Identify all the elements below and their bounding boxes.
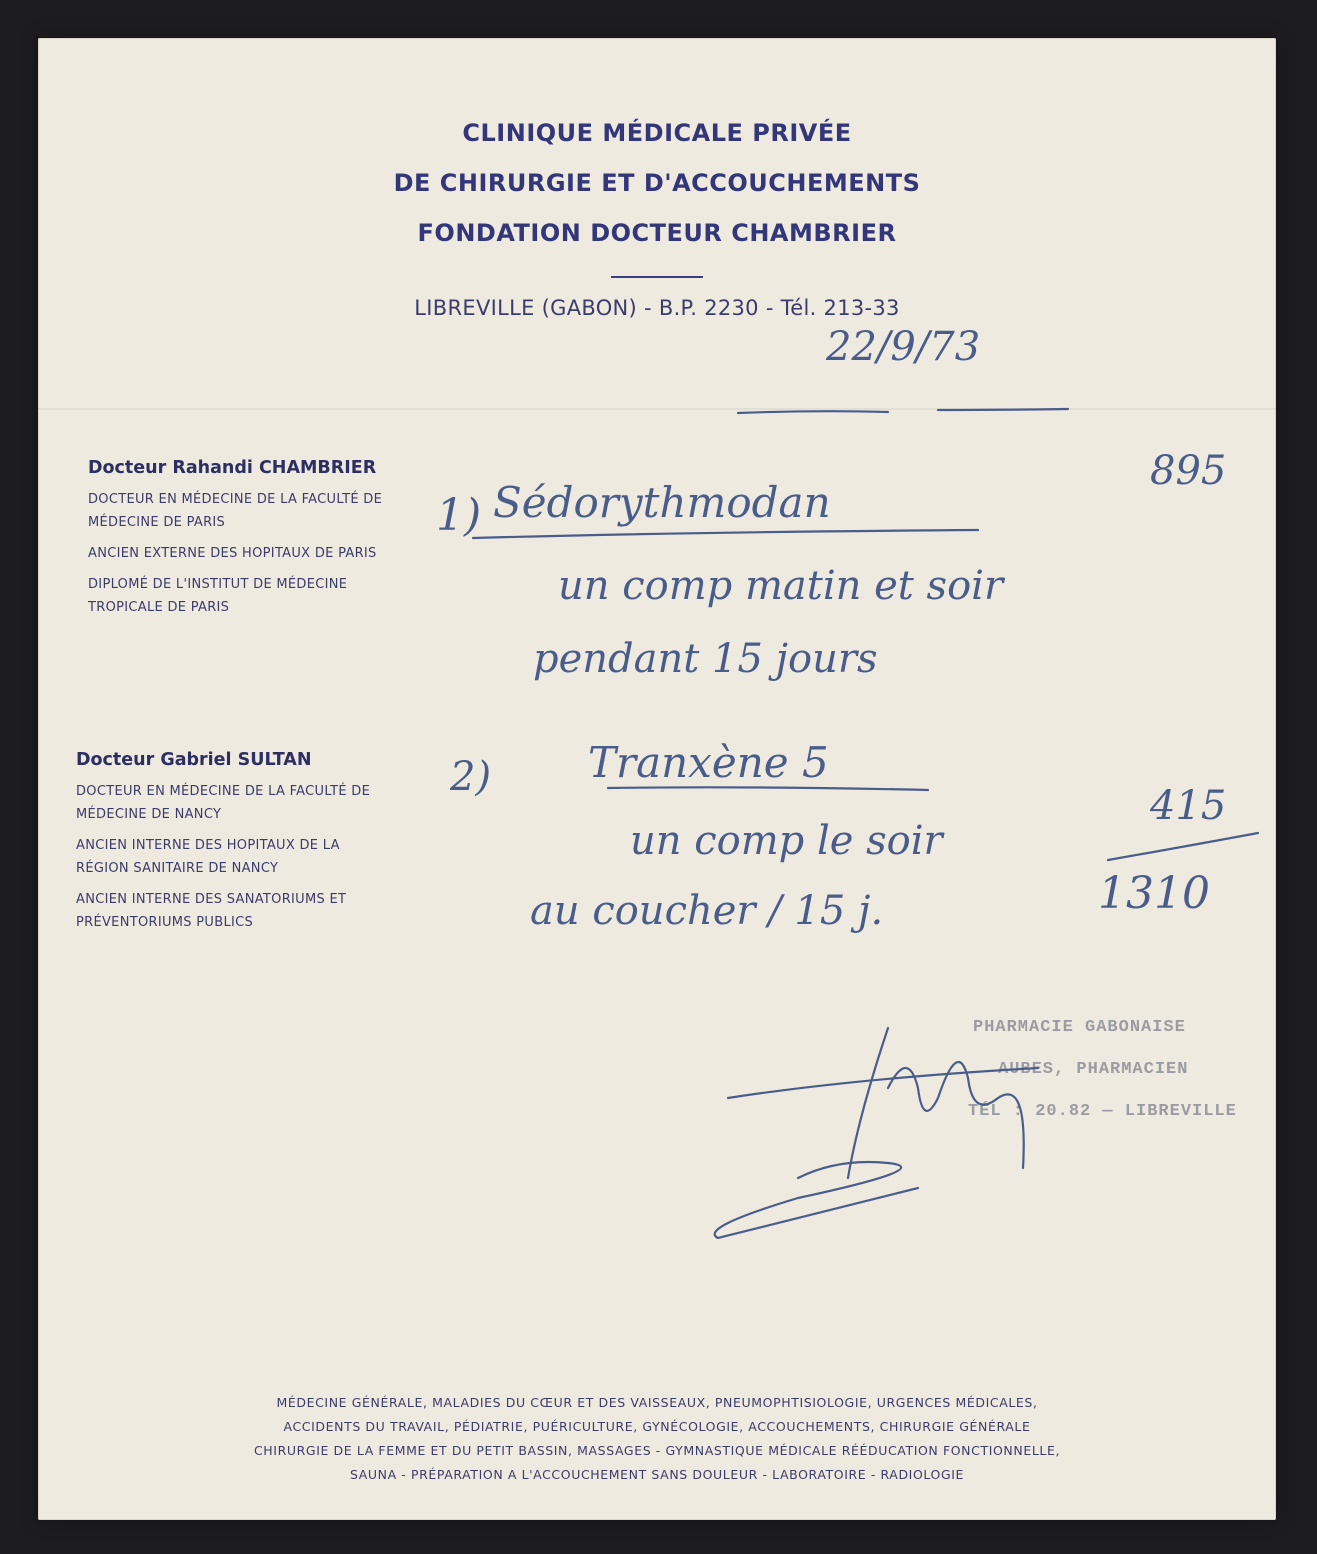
doctor-credential: MÉDECINE DE PARIS (88, 515, 226, 530)
doctor-credential: RÉGION SANITAIRE DE NANCY (76, 861, 279, 876)
drug-underline (608, 787, 928, 790)
doctor-credential: PRÉVENTORIUMS PUBLICS (76, 915, 254, 930)
doctor-credential: ANCIEN INTERNE DES SANATORIUMS ET (76, 892, 347, 907)
doctor-credential: TROPICALE DE PARIS (88, 600, 230, 615)
footer-line: MÉDECINE GÉNÉRALE, MALADIES DU CŒUR ET DES VAISSEAUX, PNEUMOPHTISIOLOGIE, URGENCES MÉDICALES, (276, 1395, 1038, 1410)
clinic-address: LIBREVILLE (GABON) - B.P. 2230 - Tél. 213-33 (414, 296, 900, 320)
footer-line: SAUNA - PRÉPARATION A L'ACCOUCHEMENT SANS DOULEUR - LABORATOIRE - RADIOLOGIE (349, 1467, 965, 1482)
prescription-sheet (38, 38, 1276, 1520)
doctor-credential: DOCTEUR EN MÉDECINE DE LA FACULTÉ DE (88, 492, 383, 507)
stamp-line: AUBES, PHARMACIEN (998, 1060, 1189, 1079)
clinic-name-line-3: FONDATION DOCTEUR CHAMBRIER (417, 219, 897, 247)
stamp-line: PHARMACIE GABONAISE (973, 1018, 1186, 1037)
footer-line: CHIRURGIE DE LA FEMME ET DU PETIT BASSIN, MASSAGES - GYMNASTIQUE MÉDICALE RÉÉDUCATION FONCTIONNELLE, (253, 1443, 1061, 1458)
item-number: 2) (450, 754, 492, 800)
doctor-name: Docteur Gabriel SULTAN (76, 750, 312, 770)
doctor-credential: ANCIEN INTERNE DES HOPITAUX DE LA (76, 838, 340, 853)
stamp-line: TÉL : 20.82 — LIBREVILLE (968, 1102, 1237, 1121)
item-dosage: pendant 15 jours (533, 636, 878, 682)
footer-line: ACCIDENTS DU TRAVAIL, PÉDIATRIE, PUÉRICULTURE, GYNÉCOLOGIE, ACCOUCHEMENTS, CHIRURGIE GÉNÉRALE (283, 1419, 1031, 1434)
date-underline (738, 411, 888, 413)
item-dosage: un comp matin et soir (558, 563, 1004, 609)
item-number: 1) (436, 490, 482, 541)
doctor-credential: DIPLOMÉ DE L'INSTITUT DE MÉDECINE (88, 577, 348, 592)
prescription-total: 1310 (1098, 868, 1210, 919)
item-price: 895 (1150, 448, 1227, 494)
drug-underline (473, 530, 978, 538)
doctor-name: Docteur Rahandi CHAMBRIER (88, 458, 377, 478)
doctor-credential: ANCIEN EXTERNE DES HOPITAUX DE PARIS (88, 546, 377, 561)
clinic-name-line-2: DE CHIRURGIE ET D'ACCOUCHEMENTS (393, 169, 921, 197)
item-dosage: un comp le soir (630, 818, 943, 864)
prescription-date: 22/9/73 (826, 324, 981, 370)
total-rule (1108, 833, 1258, 860)
item-price: 415 (1150, 783, 1227, 829)
pen-strokes (38, 38, 1276, 1520)
services-footer (38, 1391, 1276, 1487)
item-dosage: au coucher / 15 j. (530, 888, 884, 934)
doctor-credential: MÉDECINE DE NANCY (76, 807, 222, 822)
clinic-name-line-1: CLINIQUE MÉDICALE PRIVÉE (462, 119, 852, 147)
signature (715, 1028, 1038, 1238)
doctor-credential: DOCTEUR EN MÉDECINE DE LA FACULTÉ DE (76, 784, 371, 799)
item-drug: Tranxène 5 (588, 738, 829, 787)
item-drug: Sédorythmodan (493, 478, 831, 527)
